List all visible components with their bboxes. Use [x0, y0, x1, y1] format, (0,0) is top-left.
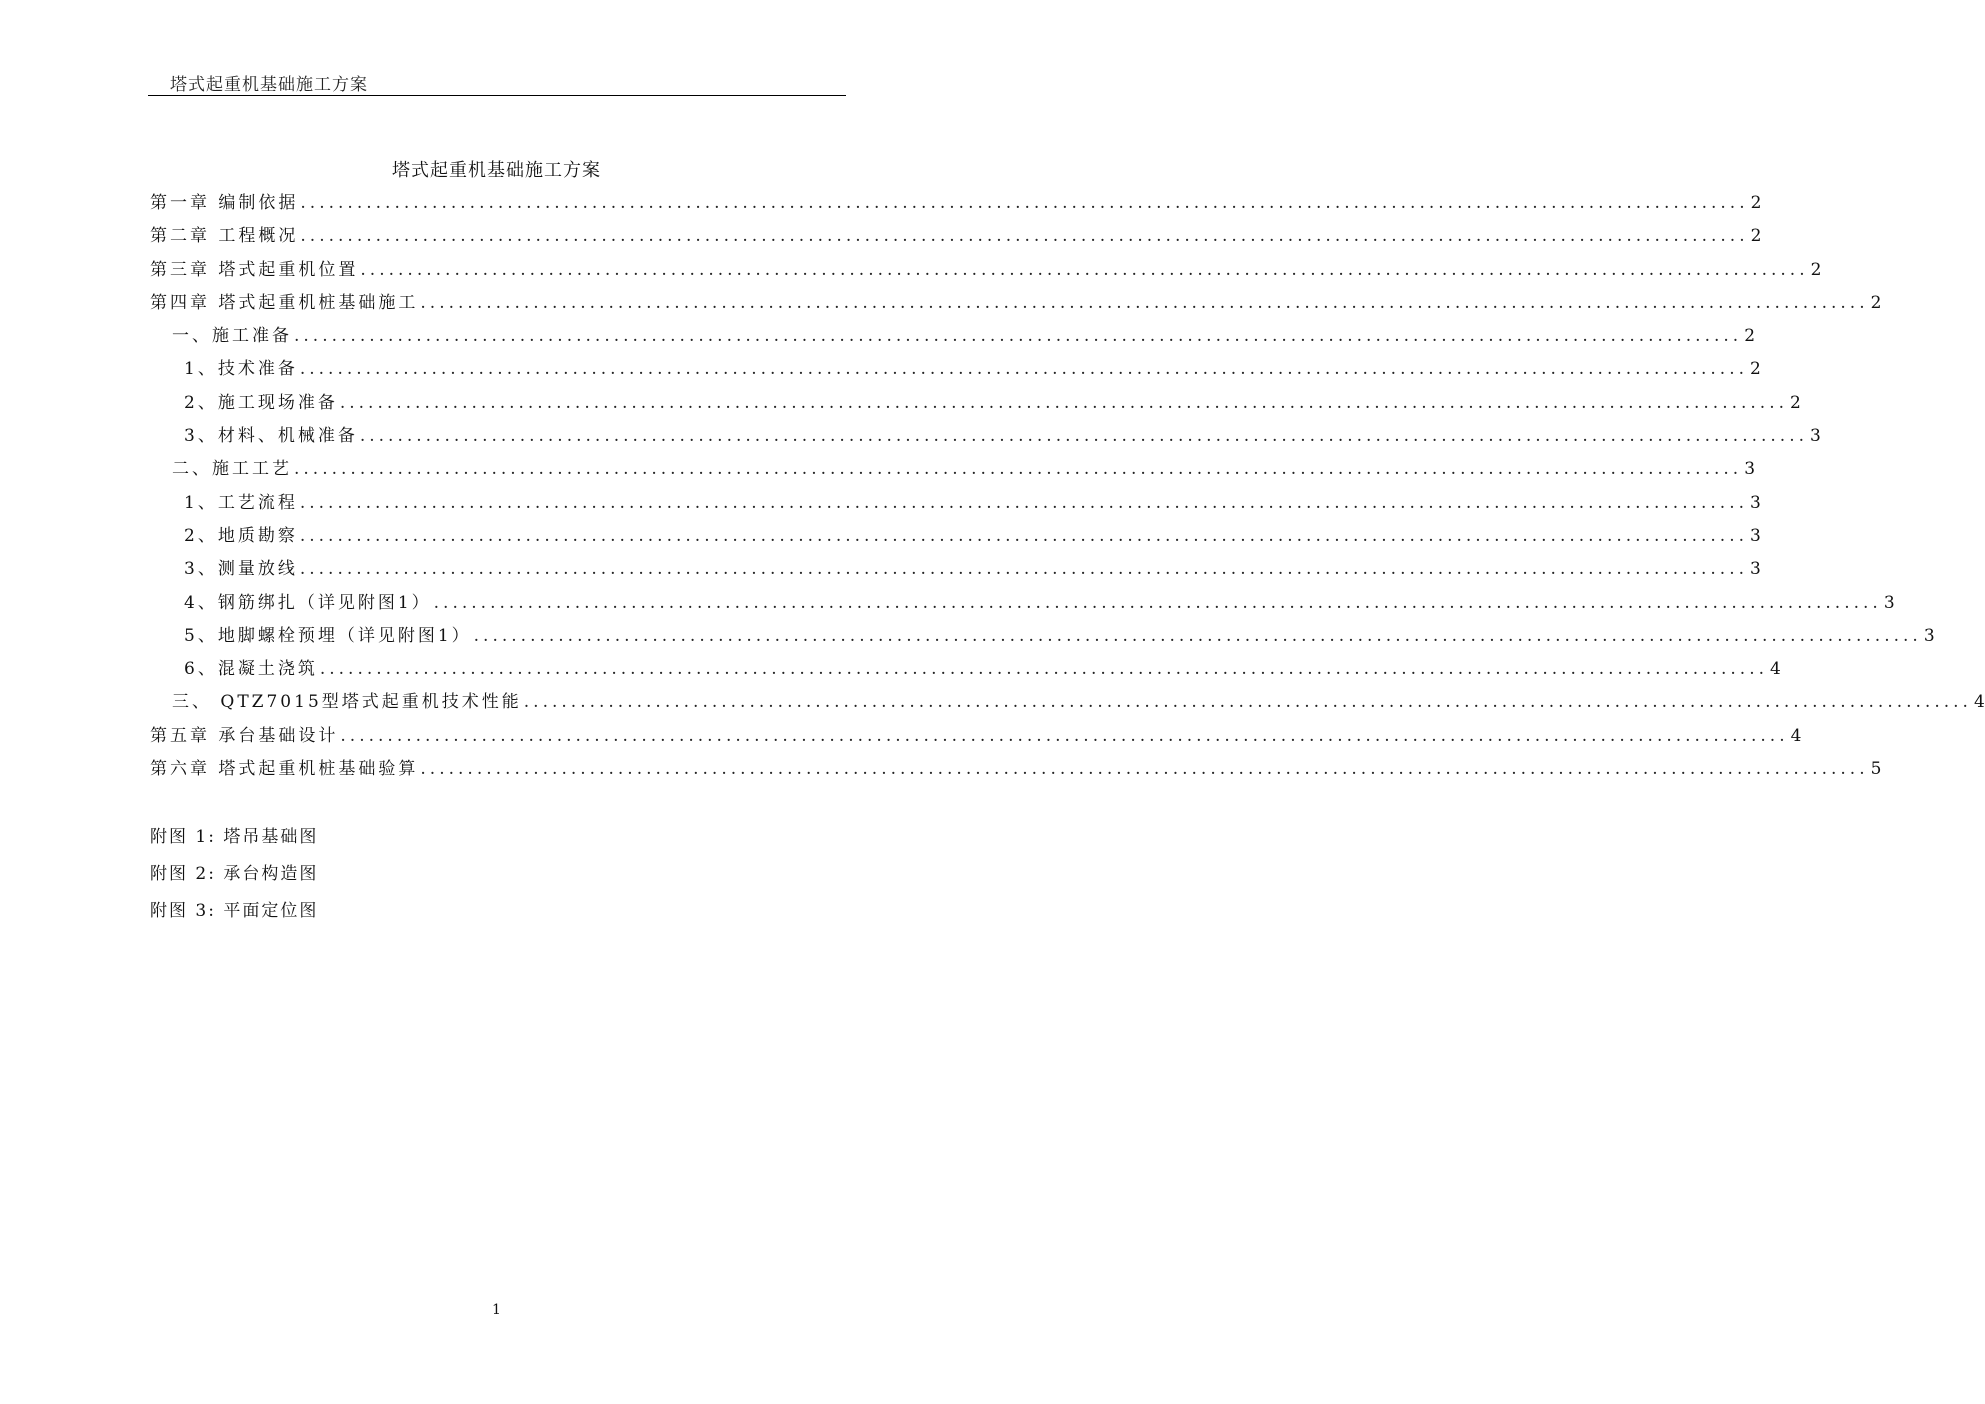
toc-entry-page: 3 — [1744, 459, 1756, 480]
toc-dot-leader: .......................................................................................................................................................... — [473, 625, 1922, 646]
toc-dot-leader: .......................................................................................................................................................... — [300, 193, 1749, 213]
toc-entry[interactable] — [150, 587, 1895, 620]
toc-entry-page: 3 — [1883, 592, 1895, 613]
toc-entry[interactable] — [150, 520, 1761, 553]
toc-entry[interactable] — [150, 387, 1801, 420]
toc-entry-label: 第四章 塔式起重机桩基础施工 — [150, 292, 419, 313]
toc-entry[interactable] — [150, 220, 1762, 253]
toc-entry-label: 5、地脚螺栓预埋（详见附图1） — [184, 625, 472, 646]
toc-entry[interactable] — [150, 353, 1761, 386]
toc-entry-label: 1、技术准备 — [184, 359, 298, 380]
toc-entry-label: 2、施工现场准备 — [184, 392, 338, 413]
toc-dot-leader: .......................................................................................................................................................... — [420, 292, 1869, 313]
toc-entry-page: 3 — [1810, 426, 1821, 447]
toc-entry[interactable] — [150, 620, 1935, 653]
toc-dot-leader: .......................................................................................................................................................... — [294, 326, 1743, 347]
toc-entry-page: 2 — [1790, 392, 1801, 413]
header-divider — [148, 95, 846, 96]
toc-entry-page: 2 — [1750, 226, 1762, 247]
toc-entry-label: 一、施工准备 — [172, 326, 292, 347]
toc-dot-leader: .......................................................................................................................................................... — [299, 359, 1749, 380]
header-title: 塔式起重机基础施工方案 — [170, 75, 368, 95]
toc-entry[interactable] — [150, 720, 1802, 753]
toc-entry[interactable] — [150, 487, 1761, 520]
toc-entry-label: 6、混凝土浇筑 — [184, 659, 318, 680]
toc-entry[interactable] — [150, 320, 1756, 353]
toc-entry[interactable] — [150, 187, 1762, 220]
toc-dot-leader: .......................................................................................................................................................... — [359, 426, 1809, 447]
toc-entry-page: 3 — [1750, 559, 1761, 580]
toc-dot-leader: .......................................................................................................................................................... — [420, 759, 1869, 780]
toc-dot-leader: .......................................................................................................................................................... — [433, 592, 1882, 613]
appendix-item: 附图 2: 承台构造图 — [150, 864, 319, 884]
toc-dot-leader: .......................................................................................................................................................... — [299, 492, 1749, 513]
document-title: 塔式起重机基础施工方案 — [392, 160, 601, 181]
toc-dot-leader: .......................................................................................................................................................... — [299, 525, 1749, 546]
toc-entry-page: 3 — [1923, 625, 1935, 646]
appendix-item: 附图 3: 平面定位图 — [150, 901, 319, 921]
toc-entry[interactable] — [150, 653, 1781, 686]
toc-dot-leader: .......................................................................................................................................................... — [299, 559, 1749, 580]
toc-entry-page: 2 — [1750, 193, 1762, 213]
appendix-list — [150, 822, 318, 933]
toc-entry-label: 三、 QTZ7015型塔式起重机技术性能 — [172, 692, 522, 713]
toc-entry-label: 3、材料、机械准备 — [184, 426, 358, 447]
toc-dot-leader: .......................................................................................................................................................... — [339, 392, 1789, 413]
toc-entry[interactable] — [150, 287, 1882, 320]
toc-entry-label: 二、施工工艺 — [172, 459, 292, 480]
toc-entry-page: 5 — [1870, 759, 1882, 780]
toc-entry-page: 4 — [1790, 725, 1802, 746]
toc-entry-label: 4、钢筋绑扎（详见附图1） — [184, 592, 432, 613]
toc-entry-page: 3 — [1750, 525, 1761, 546]
toc-entry-label: 3、测量放线 — [184, 559, 298, 580]
toc-dot-leader: .......................................................................................................................................................... — [294, 459, 1743, 480]
toc-entry-label: 1、工艺流程 — [184, 492, 298, 513]
page-number: 1 — [492, 1302, 501, 1318]
toc-entry-page: 2 — [1744, 326, 1756, 347]
toc-entry-page: 4 — [1973, 692, 1985, 713]
toc-entry[interactable] — [150, 420, 1821, 453]
toc-entry-page: 3 — [1750, 492, 1761, 513]
toc-entry-label: 2、地质勘察 — [184, 525, 298, 546]
toc-entry-label: 第五章 承台基础设计 — [150, 725, 339, 746]
toc-dot-leader: .......................................................................................................................................................... — [300, 226, 1749, 247]
toc-entry-page: 2 — [1750, 359, 1761, 380]
toc-entry-label: 第三章 塔式起重机位置 — [150, 259, 359, 280]
table-of-contents — [150, 187, 1985, 786]
toc-entry-label: 第一章 编制依据 — [150, 193, 299, 213]
toc-entry[interactable] — [150, 453, 1756, 486]
toc-dot-leader: .......................................................................................................................................................... — [360, 259, 1809, 280]
toc-entry-page: 4 — [1770, 659, 1781, 680]
toc-entry-label: 第六章 塔式起重机桩基础验算 — [150, 759, 419, 780]
toc-entry[interactable] — [150, 686, 1985, 719]
toc-dot-leader: .......................................................................................................................................................... — [319, 659, 1769, 680]
toc-entry-page: 2 — [1810, 259, 1822, 280]
toc-entry-page: 2 — [1870, 292, 1882, 313]
toc-entry[interactable] — [150, 753, 1882, 786]
toc-entry[interactable] — [150, 254, 1822, 287]
toc-dot-leader: .......................................................................................................................................................... — [340, 725, 1789, 746]
toc-dot-leader: .......................................................................................................................................................... — [523, 692, 1972, 713]
toc-entry[interactable] — [150, 553, 1761, 586]
toc-entry-label: 第二章 工程概况 — [150, 226, 299, 247]
appendix-item: 附图 1: 塔吊基础图 — [150, 827, 319, 847]
